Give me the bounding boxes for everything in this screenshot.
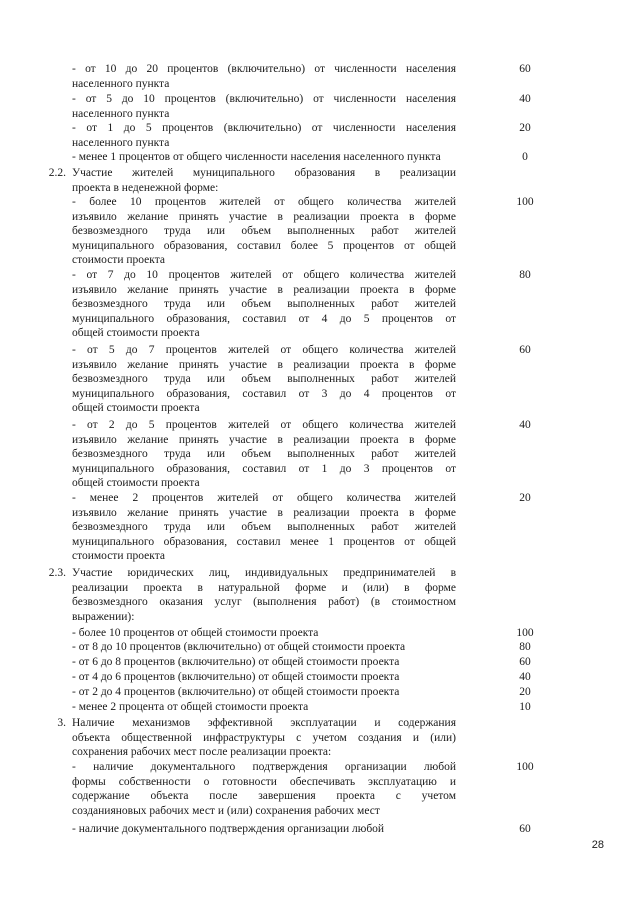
- criteria-text: [72, 166, 456, 195]
- criteria-score: 60: [519, 823, 531, 835]
- text-line: содержание объекта после завершения проекта с учетом: [72, 790, 456, 802]
- text-line: сохранения рабочих мест после реализации проекта:: [72, 746, 332, 758]
- criteria-text: [72, 491, 456, 564]
- criteria-number: 2.3.: [48, 567, 66, 579]
- text-line: общей стоимости проекта: [72, 327, 200, 339]
- criteria-score: 20: [519, 122, 531, 134]
- criteria-text: [72, 121, 456, 150]
- text-line: проекта в неденежной форме:: [72, 181, 219, 194]
- criteria-score: 60: [519, 344, 531, 356]
- text-line: муниципального образования, составил более 5 процентов от общей: [72, 239, 456, 252]
- text-line: выражении):: [72, 610, 135, 623]
- criteria-score: 100: [516, 761, 534, 773]
- text-line: изъявило желание принять участие в реализации проекта в форме: [72, 283, 456, 296]
- text-line: муниципального образования, составил от 4 до 5 процентов от: [72, 312, 456, 325]
- text-line: - более 10 процентов от общей стоимости проекта: [72, 627, 319, 639]
- criteria-score: 0: [522, 151, 528, 163]
- criteria-text: [72, 343, 456, 416]
- text-line: формы собственности о готовности обеспечивать эксплуатацию и: [72, 775, 456, 788]
- criteria-score: 20: [519, 686, 531, 698]
- text-line: изъявило желание принять участие в реализации проекта в форме: [72, 433, 456, 446]
- text-line: изъявило желание принять участие в реализации проекта в форме: [72, 210, 456, 223]
- text-line: реализации проекта в натуральной форме и (или) в форме: [72, 581, 456, 594]
- text-line: муниципального образования, составил от 1 до 3 процентов от: [72, 462, 456, 475]
- text-line: муниципального образования, составил менее 1 процентов от общей: [72, 535, 456, 548]
- text-line: безвозмездного труда или объем выполненных работ жителей: [72, 448, 456, 460]
- text-line: - от 2 до 4 процентов (включительно) от общей стоимости проекта: [72, 686, 400, 698]
- criteria-number: 3.: [57, 717, 66, 729]
- text-line: - от 8 до 10 процентов (включительно) от общей стоимости проекта: [72, 641, 406, 653]
- criteria-score: 40: [519, 419, 531, 431]
- criteria-score: 10: [519, 701, 531, 713]
- text-line: - более 10 процентов жителей от общего количества жителей: [72, 196, 456, 208]
- criteria-text: [72, 640, 456, 655]
- text-line: - от 5 до 7 процентов жителей от общего количества жителей: [72, 344, 456, 356]
- text-line: безвозмездного труда или объем выполненных работ жителей: [72, 298, 456, 310]
- text-line: - наличие документального подтверждения организации любой: [72, 761, 456, 773]
- text-line: - от 6 до 8 процентов (включительно) от общей стоимости проекта: [72, 656, 400, 668]
- text-line: безвозмездного труда или объем выполненных работ жителей: [72, 521, 456, 533]
- text-line: населенного пункта: [72, 77, 170, 90]
- criteria-number: 2.2.: [48, 167, 66, 179]
- criteria-text: [72, 195, 456, 268]
- criteria-score: 80: [519, 269, 531, 281]
- text-line: Участие жителей муниципального образования в реализации: [72, 167, 456, 179]
- text-line: - менее 2 процента от общей стоимости проекта: [72, 701, 309, 713]
- text-line: Наличие механизмов эффективной эксплуатации и содержания: [72, 717, 456, 729]
- text-line: - от 10 до 20 процентов (включительно) от численности населения: [72, 63, 456, 75]
- criteria-score: 100: [516, 196, 534, 208]
- text-line: - от 4 до 6 процентов (включительно) от общей стоимости проекта: [72, 671, 400, 683]
- criteria-score: 60: [519, 656, 531, 668]
- criteria-text: [72, 62, 456, 91]
- criteria-text: [72, 150, 456, 165]
- text-line: общей стоимости проекта: [72, 477, 200, 489]
- text-line: безвозмездного оказания услуг (выполнения работ) (в стоимостном: [72, 596, 456, 608]
- criteria-text: [72, 655, 456, 670]
- text-line: безвозмездного труда или объем выполненных работ жителей: [72, 225, 456, 237]
- text-line: объекта общественной инфраструктуры с учетом создания и (или): [72, 731, 456, 744]
- criteria-score: 100: [516, 627, 534, 639]
- text-line: общей стоимости проекта: [72, 402, 200, 414]
- page-number: 28: [591, 839, 604, 851]
- text-line: безвозмездного труда или объем выполненных работ жителей: [72, 373, 456, 385]
- criteria-score: 60: [519, 63, 531, 75]
- criteria-text: [72, 822, 456, 837]
- criteria-text: [72, 626, 456, 641]
- text-line: изъявило желание принять участие в реализации проекта в форме: [72, 506, 456, 519]
- text-line: Участие юридических лиц, индивидуальных предпринимателей в: [72, 567, 456, 579]
- criteria-score: 40: [519, 93, 531, 105]
- text-line: созданияновых рабочих мест и (или) сохранения рабочих мест: [72, 804, 380, 817]
- criteria-score: 20: [519, 492, 531, 504]
- text-line: изъявило желание принять участие в реализации проекта в форме: [72, 358, 456, 371]
- text-line: - от 7 до 10 процентов жителей от общего количества жителей: [72, 269, 456, 281]
- text-line: - от 1 до 5 процентов (включительно) от численности населения: [72, 122, 456, 134]
- criteria-score: 40: [519, 671, 531, 683]
- criteria-text: [72, 670, 456, 685]
- criteria-text: [72, 685, 456, 700]
- text-line: стоимости проекта: [72, 550, 165, 562]
- criteria-text: [72, 700, 456, 715]
- criteria-text: [72, 716, 456, 760]
- criteria-text: [72, 92, 456, 121]
- text-line: муниципального образования, составил от 3 до 4 процентов от: [72, 387, 456, 400]
- criteria-text: [72, 418, 456, 491]
- text-line: - от 5 до 10 процентов (включительно) от численности населения: [72, 93, 456, 105]
- criteria-text: [72, 268, 456, 341]
- text-line: стоимости проекта: [72, 254, 165, 266]
- text-line: населенного пункта: [72, 107, 170, 120]
- text-line: - менее 2 процентов жителей от общего количества жителей: [72, 492, 456, 504]
- criteria-text: [72, 566, 456, 624]
- text-line: населенного пункта: [72, 136, 170, 149]
- text-line: - наличие документального подтверждения организации любой: [72, 823, 385, 835]
- criteria-text: [72, 760, 456, 818]
- text-line: - менее 1 процентов от общего численности населения населенного пункта: [72, 151, 441, 163]
- criteria-score: 80: [519, 641, 531, 653]
- text-line: - от 2 до 5 процентов жителей от общего количества жителей: [72, 419, 456, 431]
